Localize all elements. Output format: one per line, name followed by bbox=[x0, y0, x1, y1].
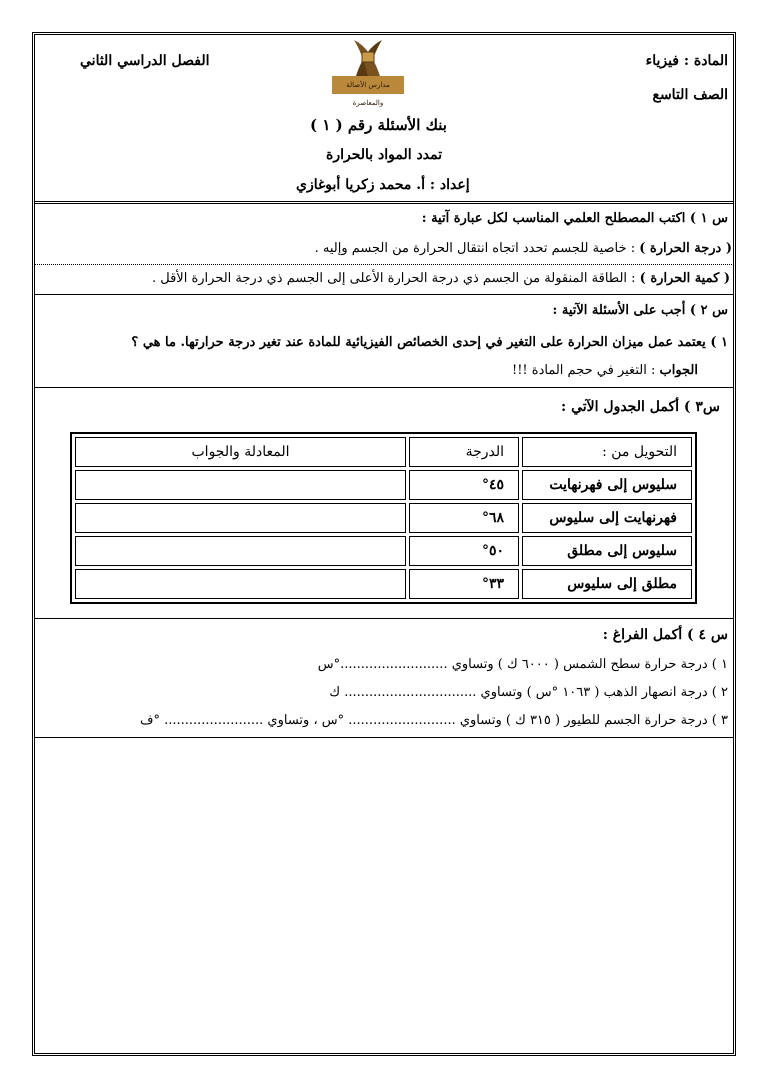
table-row bbox=[75, 470, 692, 500]
header-answer: المعادلة والجواب bbox=[75, 437, 406, 467]
q1-divider bbox=[34, 294, 734, 295]
conversion-table bbox=[70, 432, 697, 604]
q4-item-2: ٢ ) درجة انصهار الذهب ( ١٠٦٣ °س ) وتساوي ................................ ك bbox=[329, 685, 728, 700]
table-row bbox=[75, 536, 692, 566]
author-line: إعداد : أ. محمد زكريا أبوغازي bbox=[296, 177, 470, 193]
row-degree: ٤٥° bbox=[409, 470, 519, 500]
grade-label: الصف التاسع bbox=[652, 87, 728, 103]
q2-prompt: س ٢ ) أجب على الأسئلة الآتية : bbox=[552, 303, 728, 318]
q3-divider bbox=[34, 618, 734, 619]
table-header-row bbox=[75, 437, 692, 467]
header-divider bbox=[34, 201, 734, 204]
row-conversion: مطلق إلى سليوس bbox=[522, 569, 692, 599]
table-row bbox=[75, 569, 692, 599]
school-logo bbox=[332, 38, 404, 107]
row-answer-cell[interactable] bbox=[75, 470, 406, 500]
row-answer-cell[interactable] bbox=[75, 569, 406, 599]
row-degree: ٣٣° bbox=[409, 569, 519, 599]
row-conversion: سليوس إلى فهرنهايت bbox=[522, 470, 692, 500]
q4-item-1: ١ ) درجة حرارة سطح الشمس ( ٦٠٠٠ ك ) وتساوي ..........................°س bbox=[317, 657, 728, 672]
q2-answer-label: الجواب bbox=[659, 363, 698, 378]
row-degree: ٦٨° bbox=[409, 503, 519, 533]
q1-text-2: : الطاقة المنقولة من الجسم ذي درجة الحرارة الأعلى إلى الجسم ذي درجة الحرارة الأقل . bbox=[151, 271, 640, 286]
row-degree: ٥٠° bbox=[409, 536, 519, 566]
q1-term-1: ( درجة الحرارة ) bbox=[639, 241, 732, 256]
logo-caption: مدارس الأصالة والمعاصرة bbox=[332, 76, 404, 94]
q3-prompt: س٣ ) أكمل الجدول الآتي : bbox=[561, 399, 720, 415]
q1-item-2 bbox=[152, 270, 730, 288]
row-conversion: سليوس إلى مطلق bbox=[522, 536, 692, 566]
dotted-divider bbox=[34, 264, 734, 265]
q4-item-3: ٣ ) درجة حرارة الجسم للطيور ( ٣١٥ ك ) وتساوي .......................... °س ، وتساوي ........................ °ف bbox=[139, 713, 728, 728]
bank-title: بنك الأسئلة رقم ( ١ ) bbox=[310, 116, 447, 134]
q2-divider bbox=[34, 387, 734, 388]
semester-label: الفصل الدراسي الثاني bbox=[80, 53, 210, 69]
row-answer-cell[interactable] bbox=[75, 536, 406, 566]
q1-term-2: ( كمية الحرارة ) bbox=[639, 271, 730, 286]
topic-title: تمدد المواد بالحرارة bbox=[326, 147, 443, 163]
q1-text-1: : خاصية للجسم تحدد اتجاه انتقال الحرارة من الجسم وإليه . bbox=[314, 241, 640, 256]
q4-divider bbox=[34, 737, 734, 738]
row-answer-cell[interactable] bbox=[75, 503, 406, 533]
row-conversion: فهرنهايت إلى سليوس bbox=[522, 503, 692, 533]
header-conversion: التحويل من : bbox=[522, 437, 692, 467]
q2-answer-text: : التغير في حجم المادة !!! bbox=[511, 363, 660, 378]
subject-label: المادة : فيزياء bbox=[645, 53, 728, 69]
q1-prompt: س ١ ) اكتب المصطلح العلمي المناسب لكل عبارة آتية : bbox=[421, 211, 728, 226]
q2-question: ١ ) يعتمد عمل ميزان الحرارة على التغير في إحدى الخصائص الفيزيائية للمادة عند تغير درجة حرارتها. ما هي ؟ bbox=[131, 335, 728, 350]
quill-icon bbox=[332, 38, 404, 78]
q2-answer bbox=[512, 362, 698, 380]
q1-item-1 bbox=[315, 240, 732, 258]
header-degree: الدرجة bbox=[409, 437, 519, 467]
table-row bbox=[75, 503, 692, 533]
q4-prompt: س ٤ ) أكمل الفراغ : bbox=[602, 627, 728, 643]
